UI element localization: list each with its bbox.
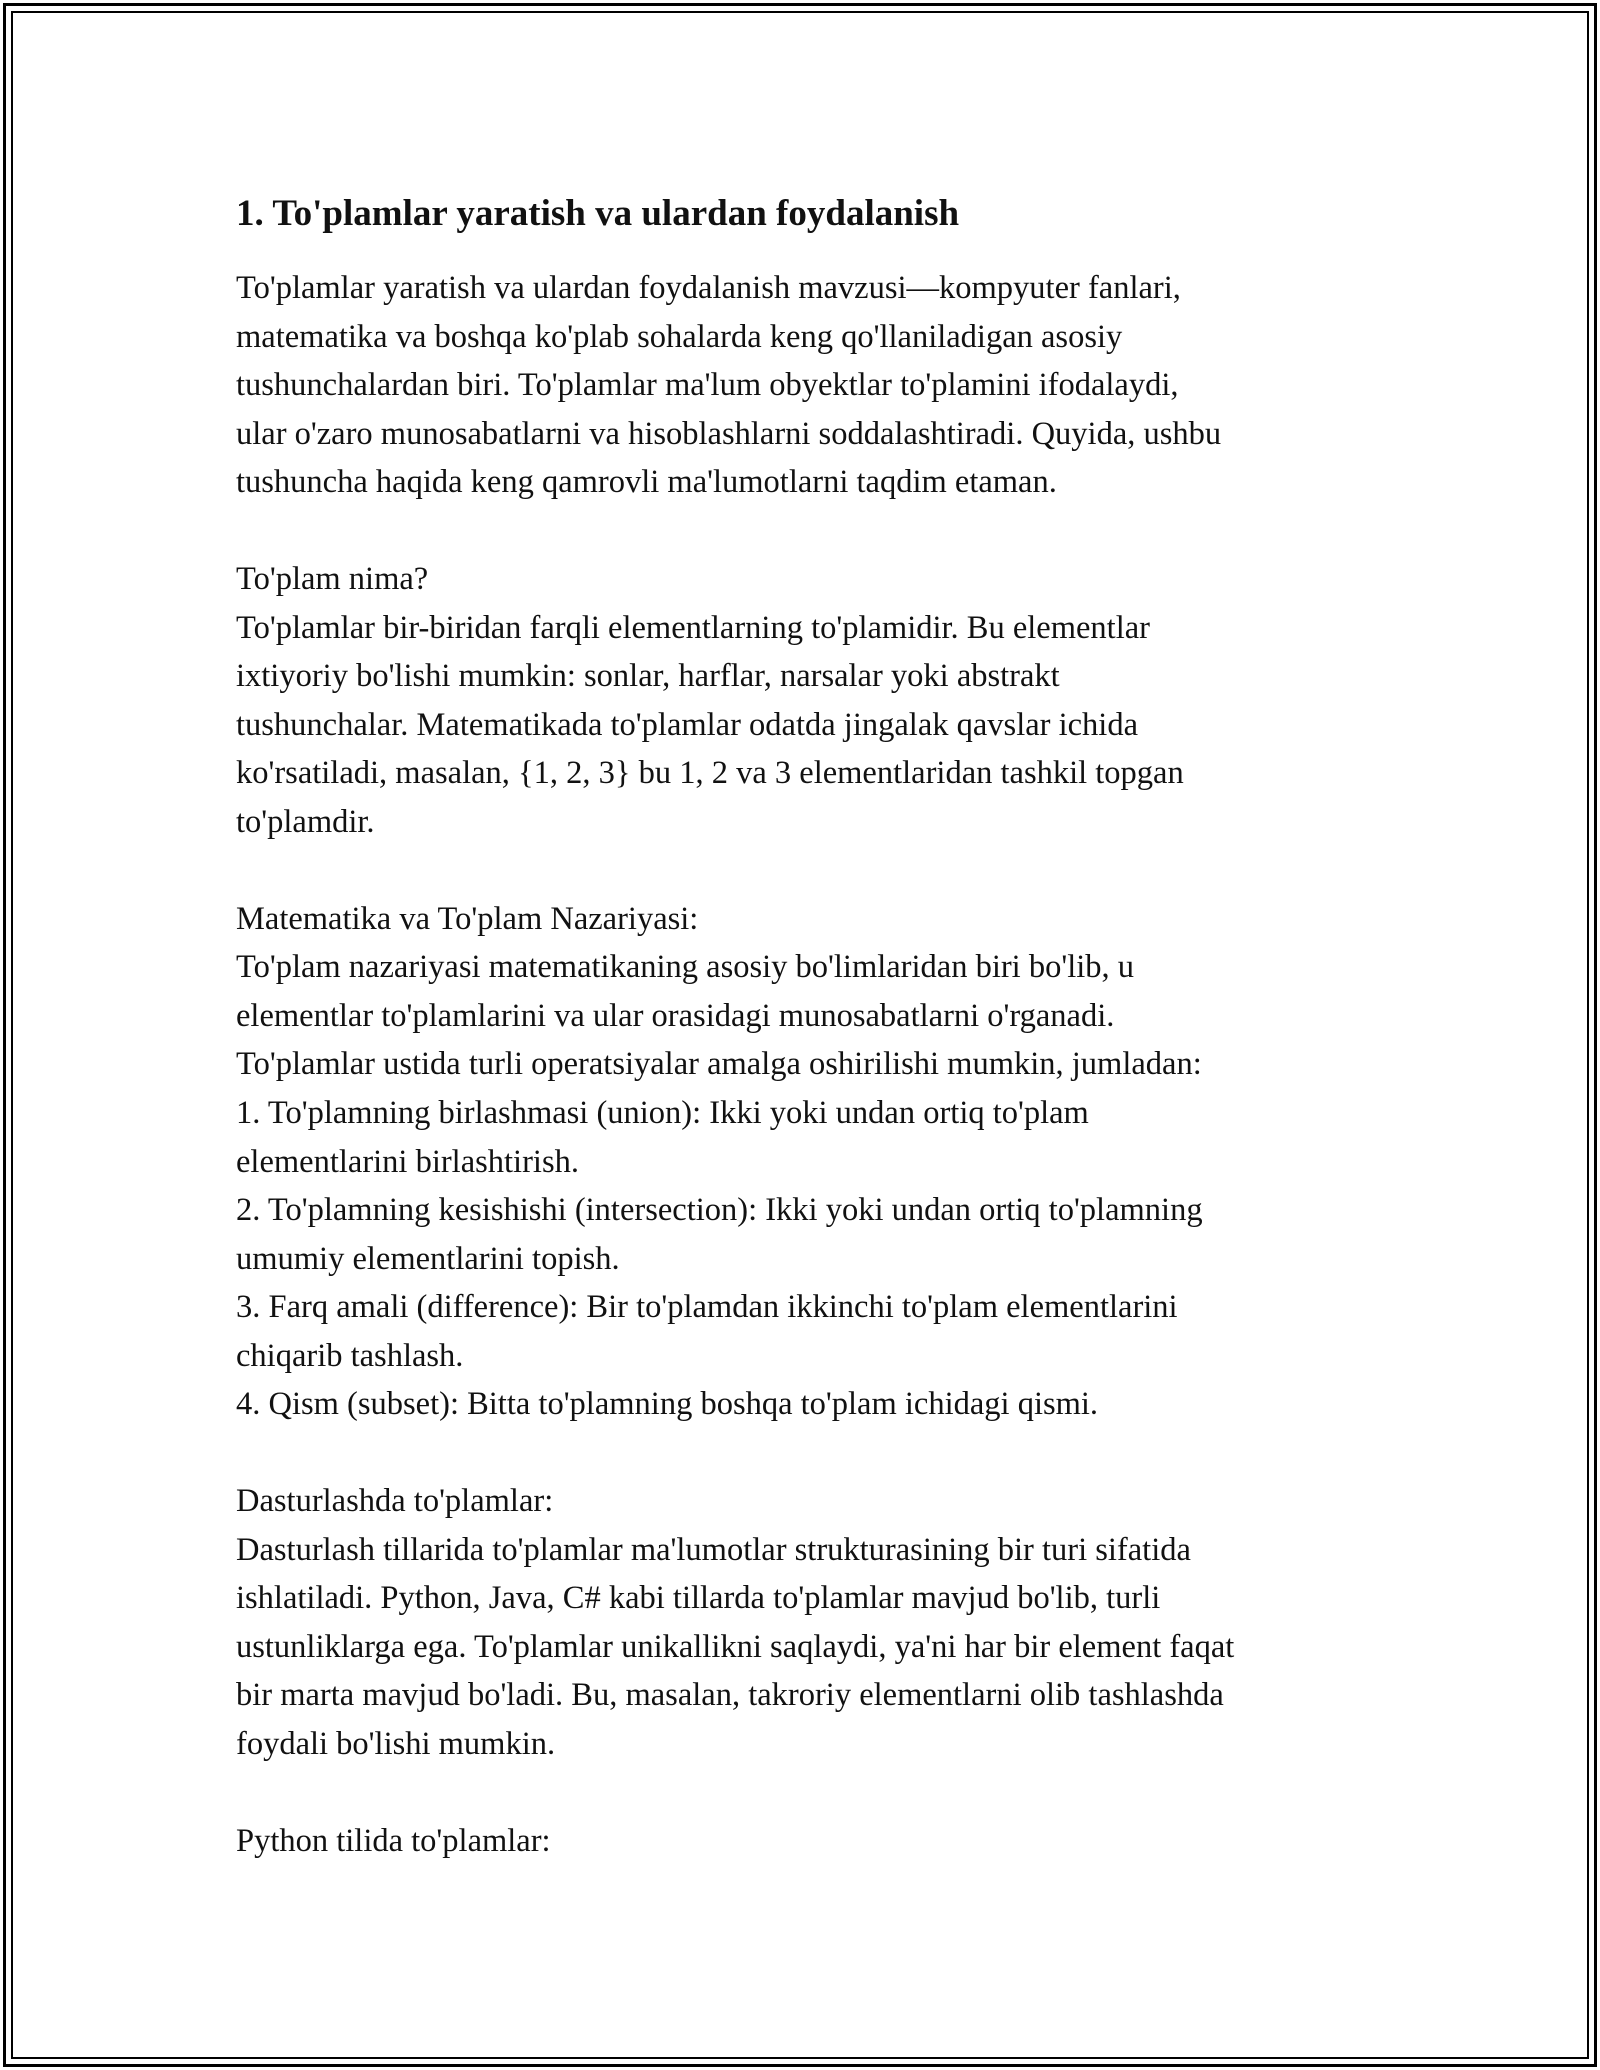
paragraph-block	[236, 555, 1416, 847]
text-line: ustunliklarga ega. To'plamlar unikallikni saqlaydi, ya'ni har bir element faqat	[236, 1628, 1235, 1665]
text-line: To'plamlar ustida turli operatsiyalar amalga oshirilishi mumkin, jumladan:	[236, 1046, 1202, 1083]
document-blocks	[236, 264, 1416, 1865]
text-line: Dasturlash tillarida to'plamlar ma'lumotlar strukturasining bir turi sifatida	[236, 1531, 1191, 1568]
text-line: ishlatiladi. Python, Java, C# kabi tillarda to'plamlar mavjud bo'lib, turli	[236, 1580, 1161, 1617]
text-line: 1. To'plamning birlashmasi (union): Ikki yoki undan ortiq to'plam	[236, 1094, 1089, 1131]
text-line: 4. Qism (subset): Bitta to'plamning boshqa to'plam ichidagi qismi.	[236, 1386, 1099, 1423]
text-line: To'plam nazariyasi matematikaning asosiy bo'limlaridan biri bo'lib, u	[236, 949, 1135, 986]
page-title: 1. To'plamlar yaratish va ulardan foydalanish	[236, 193, 960, 234]
text-line: matematika va boshqa ko'plab sohalarda keng qo'llaniladigan asosiy	[236, 318, 1123, 355]
text-line: tushunchalar. Matematikada to'plamlar odatda jingalak qavslar ichida	[236, 706, 1139, 743]
text-line: To'plam nima?	[236, 560, 429, 597]
paragraph-block	[236, 1477, 1416, 1769]
text-line: tushunchalardan biri. To'plamlar ma'lum obyektlar to'plamini ifodalaydi,	[236, 367, 1179, 404]
text-line: elementlarini birlashtirish.	[236, 1143, 579, 1180]
text-line: foydali bo'lishi mumkin.	[236, 1726, 556, 1763]
text-line: ular o'zaro munosabatlarni va hisoblashlarni soddalashtiradi. Quyida, ushbu	[236, 415, 1222, 452]
text-line: To'plamlar yaratish va ulardan foydalanish mavzusi—kompyuter fanlari,	[236, 270, 1181, 306]
text-line: tushuncha haqida keng qamrovli ma'lumotlarni taqdim etaman.	[236, 464, 1057, 501]
text-line: chiqarib tashlash.	[236, 1337, 464, 1374]
text-line: bir marta mavjud bo'ladi. Bu, masalan, takroriy elementlarni olib tashlashda	[236, 1677, 1224, 1714]
text-line: Matematika va To'plam Nazariyasi:	[236, 900, 699, 937]
text-line: ko'rsatiladi, masalan, {1, 2, 3} bu 1, 2 va 3 elementlaridan tashkil topgan	[236, 755, 1184, 792]
text-line: elementlar to'plamlarini va ular orasidagi munosabatlarni o'rganadi.	[236, 997, 1115, 1034]
text-line: To'plamlar bir-biridan farqli elementlarning to'plamidir. Bu elementlar	[236, 609, 1150, 646]
text-line: 3. Farq amali (difference): Bir to'plamdan ikkinchi to'plam elementlarini	[236, 1289, 1178, 1326]
paragraph-block	[236, 264, 1416, 507]
text-line: Python tilida to'plamlar:	[236, 1822, 551, 1859]
text-line: ixtiyoriy bo'lishi mumkin: sonlar, harflar, narsalar yoki abstrakt	[236, 658, 1060, 695]
paragraph-block	[236, 1817, 1416, 1866]
paragraph-block	[236, 895, 1416, 1430]
text-line: to'plamdir.	[236, 803, 375, 840]
text-line: umumiy elementlarini topish.	[236, 1240, 620, 1277]
text-line: Dasturlashda to'plamlar:	[236, 1483, 554, 1520]
document-body	[236, 188, 1416, 1913]
text-line: 2. To'plamning kesishishi (intersection): Ikki yoki undan ortiq to'plamning	[236, 1192, 1203, 1229]
